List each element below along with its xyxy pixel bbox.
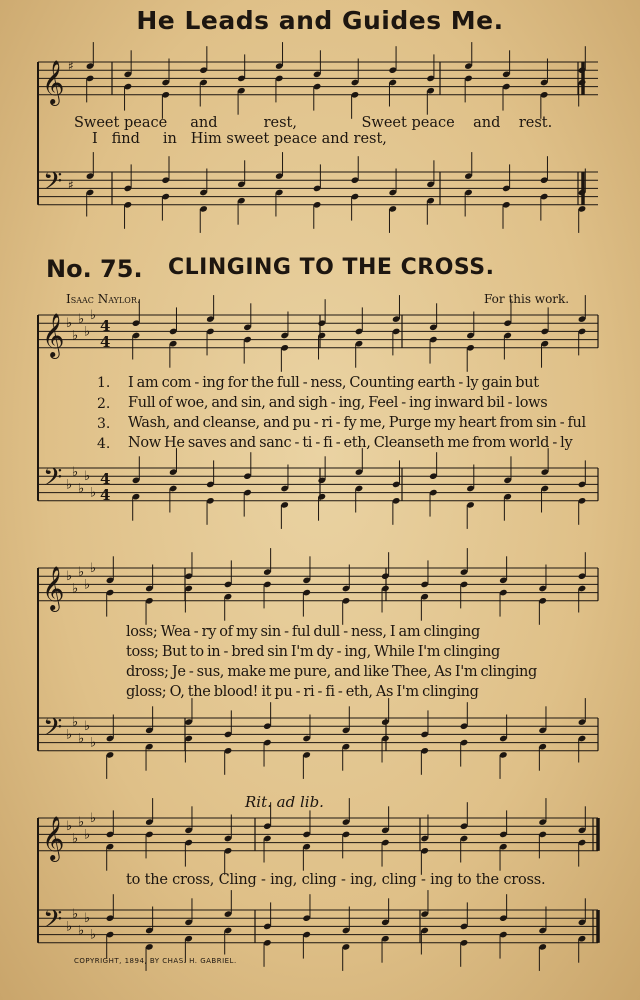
- tempo-marking: Rit. ad lib.: [245, 793, 324, 811]
- bass-staff: [38, 468, 598, 501]
- verse-2-line-1: Full of woe, and sin, and sigh - ing, Feel - ing inward bil - lows: [128, 395, 548, 411]
- copyright-notice: COPYRIGHT, 1894, BY CHAS. H. GABRIEL.: [74, 957, 237, 965]
- flat-sign: ♭: [90, 561, 97, 576]
- verse-number-3: 3.: [97, 416, 111, 432]
- verse-3-line-2: dross; Je - sus, make me pure, and like Thee, As I'm clinging: [126, 664, 537, 680]
- flat-sign: ♭: [78, 923, 85, 939]
- flat-sign: ♭: [66, 569, 73, 585]
- flat-sign: ♭: [72, 465, 79, 481]
- treble-staff: [38, 62, 598, 95]
- flat-sign: ♭: [84, 827, 91, 843]
- top-lyric-line-1: Sweet peace and rest, Sweet peace and rest.: [74, 115, 553, 131]
- top-hymn-title: He Leads and Guides Me.: [136, 6, 504, 35]
- time-signature: 4: [100, 486, 111, 504]
- flat-sign: ♭: [78, 731, 85, 747]
- treble-clef: 𝄞: [42, 816, 65, 860]
- refrain-lyrics: to the cross, Cling - ing, cling - ing, cling - ing to the cross.: [126, 872, 546, 888]
- treble-clef: 𝄞: [42, 313, 65, 357]
- flat-sign: ♭: [90, 811, 97, 826]
- verse-number-1: 1.: [97, 375, 111, 391]
- flat-sign: ♭: [66, 477, 73, 493]
- flat-sign: ♭: [90, 735, 97, 751]
- flat-sign: ♭: [90, 927, 97, 943]
- flat-sign: ♭: [72, 581, 79, 597]
- flat-sign: ♭: [84, 469, 91, 485]
- treble-clef: 𝄞: [42, 566, 65, 610]
- flat-sign: ♭: [66, 316, 73, 332]
- hymn-title: CLINGING TO THE CROSS.: [168, 255, 495, 280]
- flat-sign: ♭: [84, 911, 91, 927]
- composer-credit: For this work.: [484, 292, 570, 306]
- time-signature: 4: [100, 333, 111, 351]
- treble-staff: [38, 568, 598, 601]
- verse-4-line-1: Now He saves and sanc - ti - fi - eth, Cleanseth me from world - ly: [128, 435, 573, 451]
- flat-sign: ♭: [72, 831, 79, 847]
- treble-staff: [38, 315, 598, 348]
- author-credit: Isaac Naylor.: [66, 292, 141, 306]
- flat-sign: ♭: [90, 485, 97, 501]
- time-signature: 4: [100, 470, 111, 488]
- flat-sign: ♭: [78, 815, 85, 831]
- verse-number-4: 4.: [97, 436, 111, 452]
- sharp-sign: ♯: [68, 178, 74, 192]
- bass-staff: [38, 910, 598, 943]
- bass-clef: 𝄢: [43, 713, 63, 748]
- verse-4-line-2: gloss; O, the blood! it pu - ri - fi - eth, As I'm clinging: [126, 684, 479, 700]
- flat-sign: ♭: [84, 719, 91, 735]
- bass-clef: 𝄢: [43, 905, 63, 940]
- flat-sign: ♭: [90, 308, 97, 323]
- flat-sign: ♭: [84, 577, 91, 593]
- flat-sign: ♭: [78, 312, 85, 328]
- bass-staff: [38, 718, 598, 751]
- verse-3-line-1: Wash, and cleanse, and pu - ri - fy me, Purge my heart from sin - ful: [128, 415, 586, 431]
- top-lyric-line-2: I find in Him sweet peace and rest,: [92, 131, 387, 147]
- verse-2-line-2: toss; But to in - bred sin I'm dy - ing, While I'm clinging: [126, 644, 500, 660]
- bass-clef: 𝄢: [43, 463, 63, 498]
- flat-sign: ♭: [66, 819, 73, 835]
- time-signature: 4: [100, 317, 111, 335]
- flat-sign: ♭: [66, 727, 73, 743]
- hymn-number: No. 75.: [46, 255, 143, 283]
- flat-sign: ♭: [72, 328, 79, 344]
- sharp-sign: ♯: [68, 59, 74, 73]
- flat-sign: ♭: [84, 324, 91, 340]
- verse-number-2: 2.: [97, 396, 111, 412]
- flat-sign: ♭: [72, 907, 79, 923]
- flat-sign: ♭: [66, 919, 73, 935]
- bass-clef: 𝄢: [43, 167, 63, 202]
- treble-staff: [38, 818, 598, 851]
- flat-sign: ♭: [72, 715, 79, 731]
- verse-1-line-2: loss; Wea - ry of my sin - ful dull - ness, I am clinging: [126, 624, 480, 640]
- treble-clef: 𝄞: [42, 60, 65, 104]
- verse-1-line-1: I am com - ing for the full - ness, Counting earth - ly gain but: [128, 375, 539, 391]
- flat-sign: ♭: [78, 565, 85, 581]
- flat-sign: ♭: [78, 481, 85, 497]
